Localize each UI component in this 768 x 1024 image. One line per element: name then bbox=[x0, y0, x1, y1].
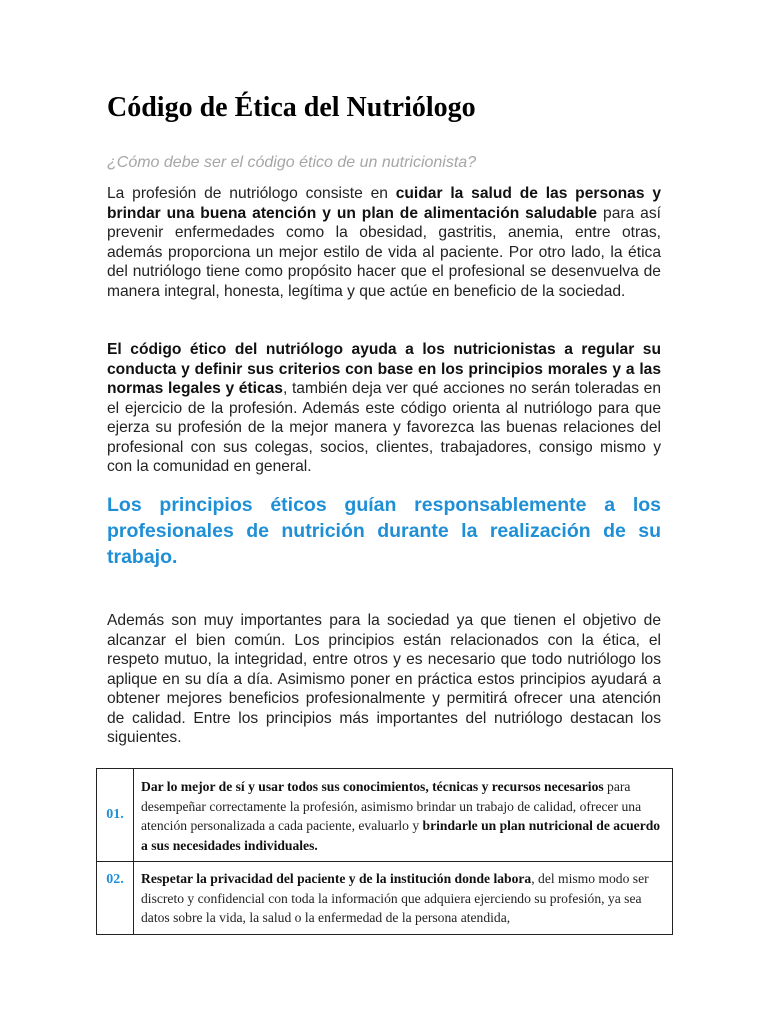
intro-paragraph bbox=[107, 184, 661, 301]
intro-text-end: para así prevenir enfermedades como la obesidad, gastritis, anemia, entre otras, además proporciona un mejor estilo de vida al paciente. Por otro lado, la ética del nutriólogo tiene como propósito hacer que el profesional se desenvuelva de manera integral, honesta, legítima y que actúe en beneficio de la sociedad. bbox=[107, 204, 661, 300]
principle-description-cell bbox=[134, 769, 673, 862]
principle-text: , del mismo modo ser discreto y confidencial con toda la información que adquiera ejerciendo su profesión, ya sea datos sobre la vida, la salud o la enfermedad de la persona atendida, bbox=[141, 871, 649, 925]
principle-bold-text-end: brindarle un plan nutricional de acuerdo a sus necesidades individuales. bbox=[141, 818, 661, 853]
principles-highlight-heading: Los principios éticos guían responsablemente a los profesionales de nutrición durante la realización de su trabajo. bbox=[107, 494, 661, 568]
table-row bbox=[97, 862, 673, 935]
principle-bold-text: Dar lo mejor de sí y usar todos sus conocimientos, técnicas y recursos necesarios bbox=[141, 779, 604, 794]
ethics-code-bold-text: El código ético del nutriólogo ayuda a los nutricionistas a regular su conducta y definir sus criterios con base en los principios morales y a las normas legales y éticas bbox=[107, 341, 661, 397]
subtitle: ¿Cómo debe ser el código ético de un nutricionista? bbox=[107, 154, 477, 171]
intro-text-start: La profesión de nutriólogo consiste en bbox=[107, 185, 396, 202]
principle-text: para desempeñar correctamente la profesión, asimismo brindar un trabajo de calidad, ofrecer una atención personalizada a cada paciente, evaluarlo y bbox=[141, 779, 642, 833]
principle-number: 02. bbox=[106, 872, 124, 887]
principle-number-cell bbox=[97, 862, 134, 935]
principle-bold-text: Respetar la privacidad del paciente y de la institución donde labora bbox=[141, 871, 532, 886]
principle-number: 01. bbox=[106, 807, 124, 822]
table-row bbox=[97, 769, 673, 862]
principles-intro-paragraph: Además son muy importantes para la sociedad ya que tienen el objetivo de alcanzar el bien común. Los principios están relacionados con la ética, el respeto mutuo, la integridad, entre otros y es necesario que todo nutriólogo los aplique en su día a día. Asimismo poner en práctica estos principios ayudará a obtener mejores beneficios profesionalmente y permitirá ofrecer una atención de calidad. Entre los principios más importantes del nutriólogo destacan los siguientes. bbox=[107, 612, 661, 746]
principles-table bbox=[96, 768, 673, 935]
ethics-code-text: , también deja ver qué acciones no serán toleradas en el ejercicio de la profesión. Además este código orienta al nutriólogo para que ejerza su profesión de la mejor manera y favorezca las buenas relaciones del profesional con sus colegas, socios, clientes, trabajadores, consigo mismo y con la comunidad en general. bbox=[107, 380, 661, 475]
ethics-code-paragraph bbox=[107, 340, 661, 477]
principle-number-cell bbox=[97, 769, 134, 862]
intro-bold-text: cuidar la salud de las personas y brindar una buena atención y un plan de alimentación saludable bbox=[107, 185, 661, 222]
principle-description-cell bbox=[134, 862, 673, 935]
page-title: Código de Ética del Nutriólogo bbox=[107, 92, 476, 123]
